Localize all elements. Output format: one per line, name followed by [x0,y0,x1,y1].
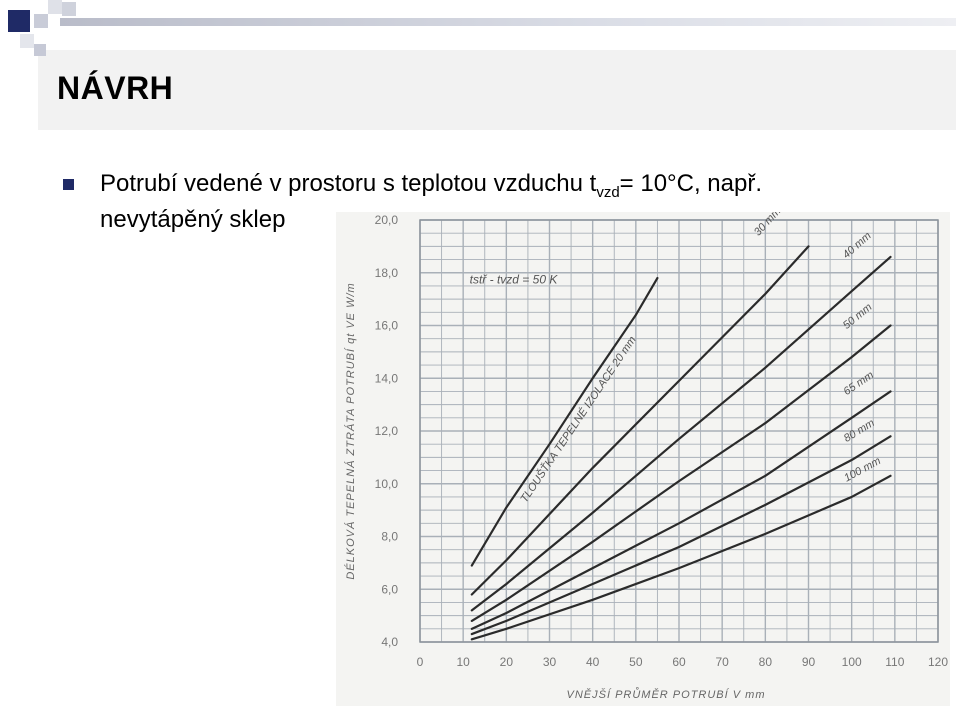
x-tick-label: 120 [927,655,949,669]
y-tick-label: 6,0 [381,582,398,597]
chart-annotation: tstř - tvzd = 50 K [469,272,558,287]
x-tick-label: 100 [841,655,862,669]
y-tick-label: 10,0 [374,476,398,491]
y-tick-label: 20,0 [374,213,398,227]
corner-square-3 [48,0,62,14]
x-tick-label: 70 [715,655,729,669]
bullet-text-line2: nevytápěný sklep [100,206,286,233]
series-label: TLOUŠŤKA TEPELNÉ IZOLACE 20 mm [518,334,639,505]
x-tick-label: 80 [758,655,773,669]
bullet-square-icon [63,179,74,190]
x-tick-label: 20 [499,655,514,669]
series-label: 50 mm [840,301,875,332]
x-tick-label: 110 [885,655,905,669]
series-label: 80 mm [841,417,877,445]
x-tick-label: 40 [585,655,600,669]
corner-square-1 [8,10,30,32]
header-accent-line [60,18,956,26]
y-tick-label: 18,0 [374,265,398,280]
series-label: 100 mm [842,454,883,485]
x-tick-label: 50 [629,655,643,669]
corner-square-5 [34,44,46,56]
y-tick-label: 4,0 [381,635,398,649]
y-tick-label: 14,0 [374,371,398,386]
bullet-subscript: vzd [596,184,620,201]
y-tick-label: 12,0 [374,424,398,438]
x-tick-label: 0 [416,655,424,669]
series-line [472,278,658,565]
x-tick-label: 60 [672,655,686,669]
chart-series [469,246,891,639]
x-tick-label: 90 [801,655,816,669]
x-tick-label: 30 [542,655,557,669]
heat-loss-chart [336,212,950,706]
series-label: 40 mm [840,229,874,262]
y-tick-label: 16,0 [374,318,398,333]
corner-square-6 [62,2,76,16]
header-band [38,50,956,130]
corner-square-2 [34,14,48,28]
x-axis-label: VNĚJŠÍ PRŮMĚR POTRUBÍ V mm [566,689,766,701]
corner-square-4 [20,34,34,48]
x-tick-label: 10 [456,655,470,669]
chart-container [336,212,950,706]
series-label: 30 mm [751,212,784,239]
bullet-text-main: Potrubí vedené v prostoru s teplotou vzduchu t [100,170,597,197]
series-label: 65 mm [841,369,877,398]
y-tick-label: 8,0 [381,529,398,544]
series-line [472,476,891,640]
slide-title: NÁVRH [57,70,174,106]
y-axis-label: DÉLKOVÁ TEPELNÁ ZTRÁTA POTRUBÍ qt VE W/m [345,282,357,580]
bullet-text-tail: = 10°C, např. [619,170,763,197]
